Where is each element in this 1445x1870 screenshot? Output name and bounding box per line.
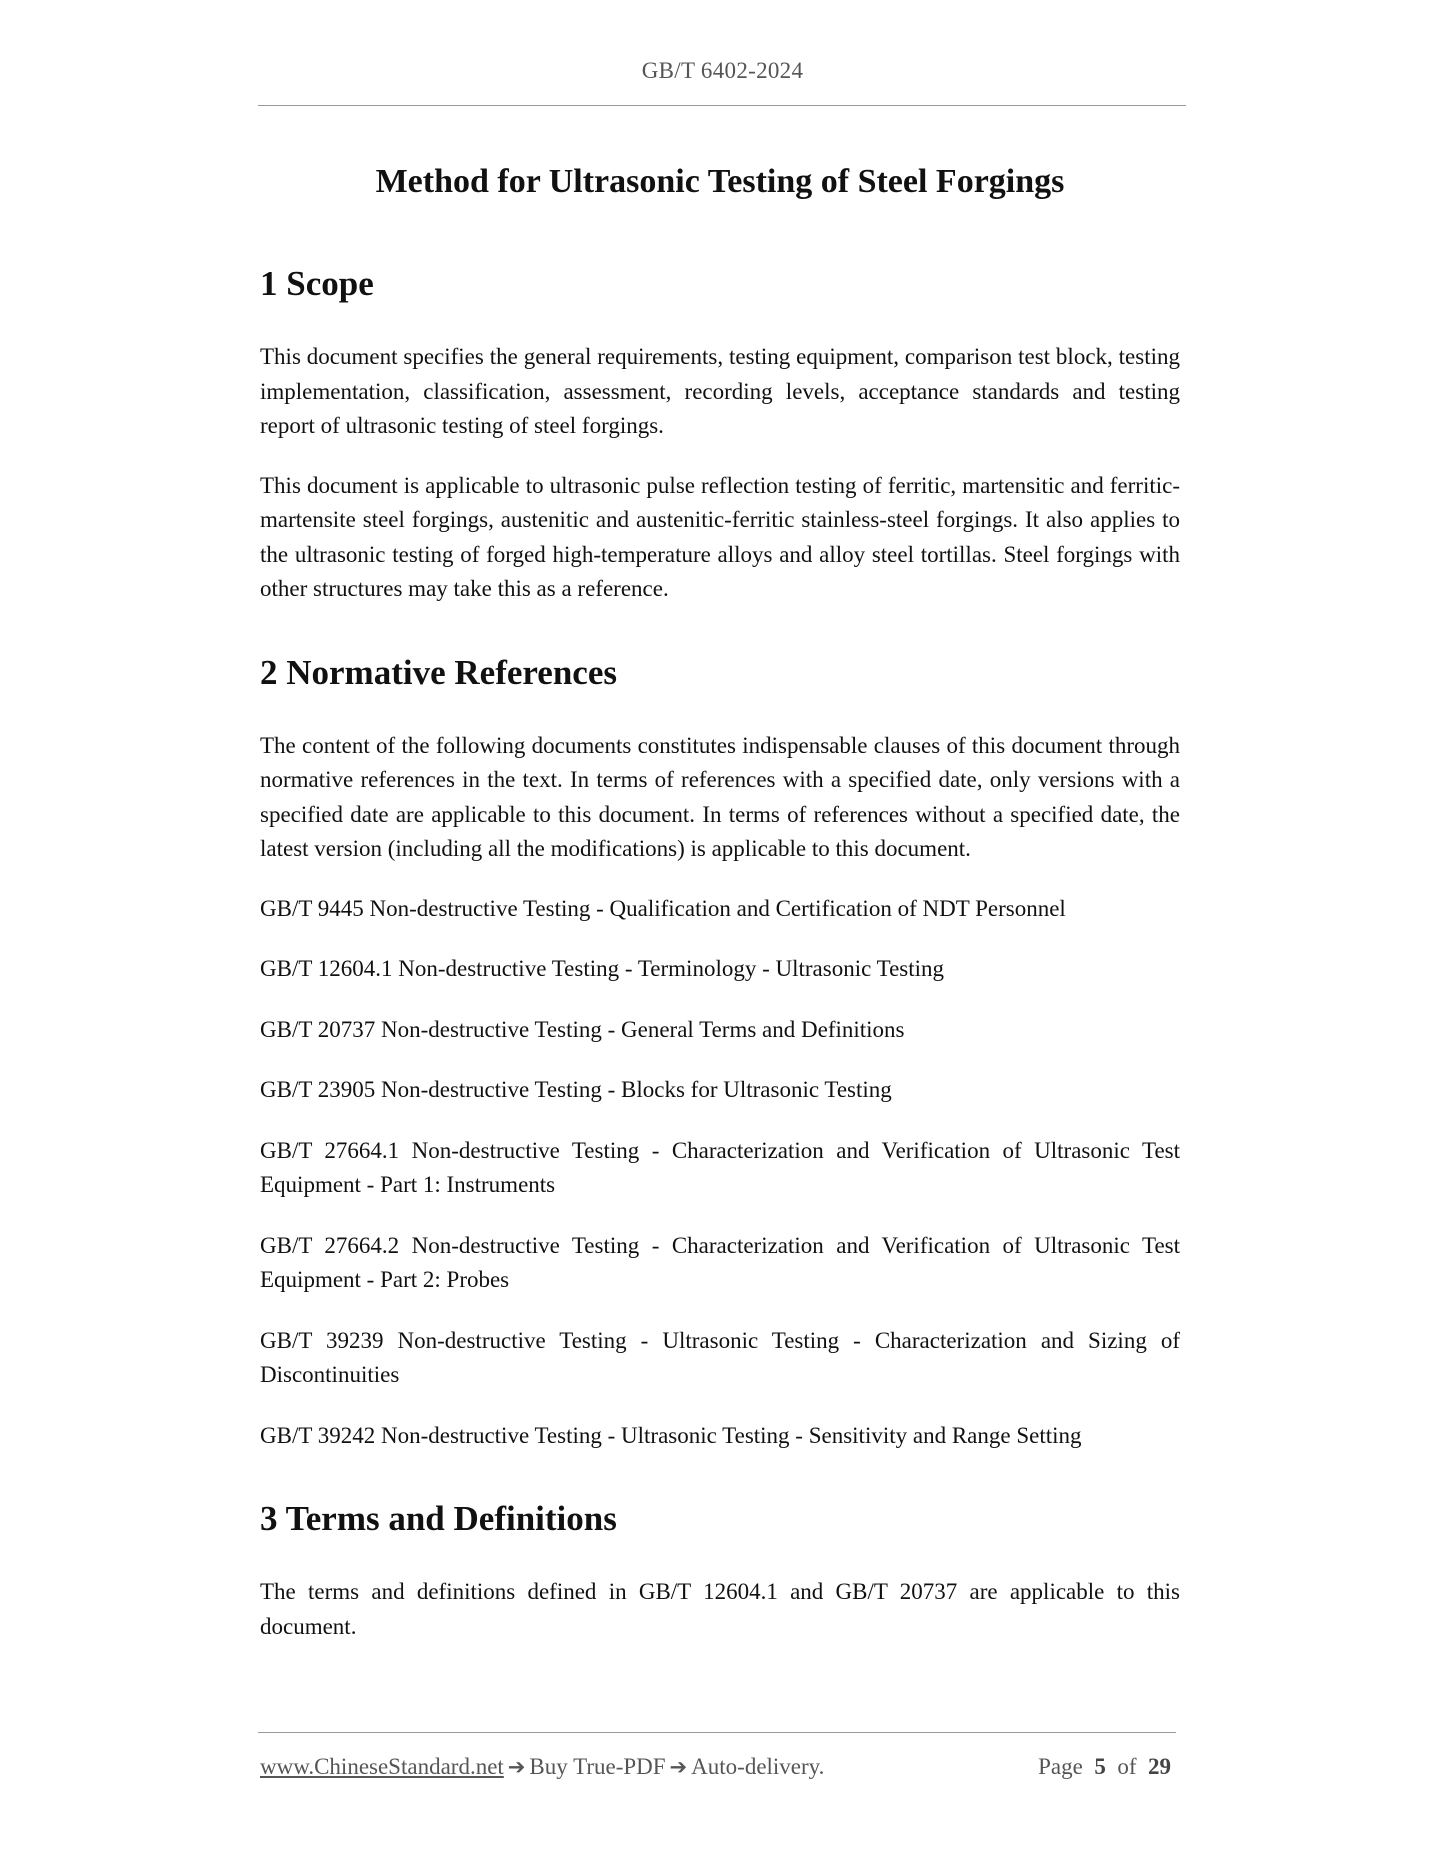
page-body xyxy=(260,160,1180,1669)
reference-item: GB/T 27664.2 Non-destructive Testing - Characterization and Verification of Ultrasonic Test Equipment - Part 2: Probes xyxy=(260,1232,1180,1292)
section-heading-scope: 1 Scope xyxy=(260,264,374,303)
page-of-label: of xyxy=(1117,1754,1137,1779)
auto-delivery-text: Auto-delivery. xyxy=(691,1754,825,1779)
section-heading-normative-references: 2 Normative References xyxy=(260,652,617,692)
right-arrow-icon: ➔ xyxy=(507,1755,526,1779)
reference-item: GB/T 20737 Non-destructive Testing - General Terms and Definitions xyxy=(260,1016,905,1042)
header-divider xyxy=(258,105,1186,106)
page-header-standard-code: GB/T 6402-2024 xyxy=(641,58,804,83)
page-footer xyxy=(260,1750,1175,1784)
reference-item: GB/T 23905 Non-destructive Testing - Blocks for Ultrasonic Testing xyxy=(260,1077,892,1102)
reference-item: GB/T 12604.1 Non-destructive Testing - Terminology - Ultrasonic Testing xyxy=(260,956,945,981)
page-label: Page xyxy=(1038,1754,1083,1779)
page-total: 29 xyxy=(1148,1754,1171,1779)
scope-paragraph: This document is applicable to ultrasonic pulse reflection testing of ferritic, martensitic and ferritic-martensite steel forgings, austenitic and austenitic-ferritic stainless-steel forgings. It also applies to the ultrasonic testing of forged high-temperature alloys and alloy steel tortillas. Steel forgings with other structures may take this as a reference. xyxy=(260,472,1180,601)
page-current: 5 xyxy=(1094,1754,1106,1779)
footer-divider xyxy=(258,1732,1176,1733)
reference-item: GB/T 9445 Non-destructive Testing - Qualification and Certification of NDT Personnel xyxy=(260,895,1066,921)
reference-item: GB/T 27664.1 Non-destructive Testing - Characterization and Verification of Ultrasonic Test Equipment - Part 1: Instruments xyxy=(260,1137,1180,1197)
reference-item: GB/T 39242 Non-destructive Testing - Ultrasonic Testing - Sensitivity and Range Setting xyxy=(260,1422,1082,1448)
footer-promo xyxy=(260,1750,824,1784)
normative-references-intro: The content of the following documents constitutes indispensable clauses of this document through normative references in the text. In terms of references with a specified date, only versions with a specified date are applicable to this document. In terms of references without a specified date, the latest version (including all the modifications) is applicable to this document. xyxy=(260,732,1180,861)
site-link[interactable]: www.ChineseStandard.net xyxy=(260,1754,504,1779)
terms-paragraph: The terms and definitions defined in GB/T 12604.1 and GB/T 20737 are applicable to this document. xyxy=(260,1579,1180,1639)
page-number xyxy=(1038,1750,1171,1784)
document-title: Method for Ultrasonic Testing of Steel Forgings xyxy=(375,163,1065,200)
buy-true-pdf-text: Buy True-PDF xyxy=(529,1754,666,1779)
scope-paragraph: This document specifies the general requirements, testing equipment, comparison test block, testing implementation, classification, assessment, recording levels, acceptance standards and testing report of ultrasonic testing of steel forgings. xyxy=(260,344,1180,438)
section-heading-terms-and-definitions: 3 Terms and Definitions xyxy=(260,1499,617,1538)
reference-item: GB/T 39239 Non-destructive Testing - Ultrasonic Testing - Characterization and Sizing of Discontinuities xyxy=(260,1327,1180,1387)
right-arrow-icon: ➔ xyxy=(669,1755,688,1779)
